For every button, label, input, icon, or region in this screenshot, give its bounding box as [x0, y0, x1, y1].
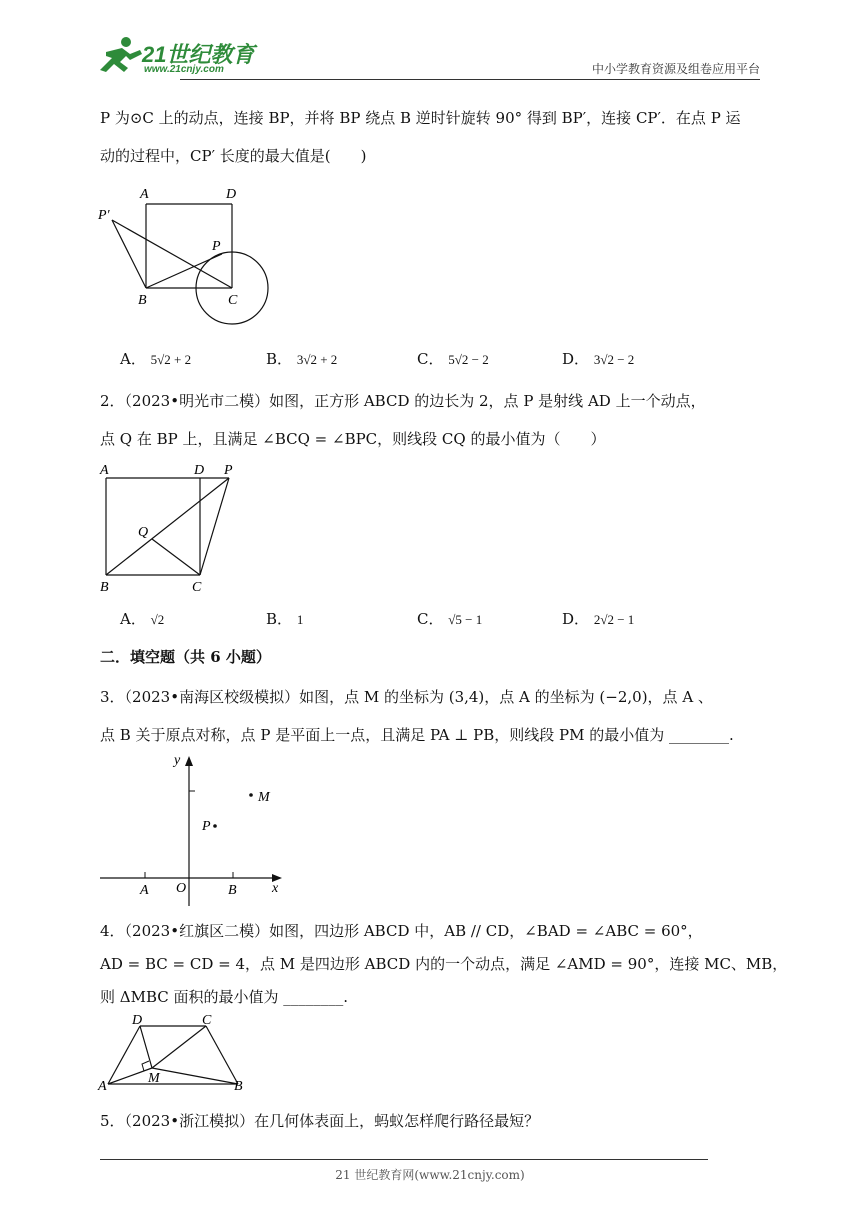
- q2-label-d: D: [194, 463, 205, 478]
- logo-url-text: www.21cnjy.com: [144, 64, 224, 75]
- choice-label: C．: [417, 350, 444, 368]
- q2-choice-a[interactable]: [120, 608, 164, 629]
- runner-logo-icon: [96, 36, 146, 76]
- q4-label-c: C: [202, 1013, 212, 1028]
- q2-label-b: B: [100, 580, 109, 595]
- q2-line-1: 2．（2023•明光市二模）如图，正方形 ABCD 的边长为 2，点 P 是射线 AD 上一个动点，: [100, 392, 706, 410]
- q2-line-2: 点 Q 在 BP 上，且满足 ∠BCQ = ∠BPC，则线段 CQ 的最小值为（ ）: [100, 430, 606, 448]
- q4-figure: [96, 1012, 256, 1092]
- q4-segment-dm: [140, 1026, 152, 1068]
- choice-value: 5√2 + 2: [150, 352, 192, 367]
- q1-line-2: 动的过程中，CP′ 长度的最大值是( ): [100, 147, 367, 165]
- q4-label-a: A: [98, 1079, 107, 1092]
- q2-choice-d[interactable]: [562, 608, 634, 629]
- choice-value: 3√2 + 2: [296, 352, 338, 367]
- q3-line-2: 点 B 关于原点对称，点 P 是平面上一点，且满足 PA ⊥ PB，则线段 PM 的最小值为 ________.: [100, 726, 734, 744]
- q2-segment-pc: [200, 478, 229, 575]
- platform-name: 中小学教育资源及组卷应用平台: [591, 62, 760, 76]
- q4-label-m: M: [148, 1071, 160, 1086]
- q1-choice-b[interactable]: [266, 348, 337, 369]
- q3-point-p: [213, 824, 217, 828]
- q3-label-b: B: [228, 883, 237, 898]
- q4-line-2: AD = BC = CD = 4，点 M 是四边形 ABCD 内的一个动点，满足 ∠AMD = 90°，连接 MC、MB，: [100, 955, 788, 973]
- q2-choice-b[interactable]: [266, 608, 303, 629]
- q3-line-1: 3．（2023•南海区校级模拟）如图，点 M 的坐标为 (3,4)，点 A 的坐标为 (−2,0)，点 A 、: [100, 688, 713, 706]
- footer-text: 21 世纪教育网(www.21cnjy.com): [335, 1168, 525, 1182]
- logo: [96, 36, 266, 78]
- choice-value: 3√2 − 2: [593, 352, 635, 367]
- logo-main-text: 21世纪教育: [142, 42, 255, 67]
- choice-label: B．: [266, 350, 293, 368]
- q3-y-arrow-icon: [185, 756, 193, 766]
- q1-label-c: C: [228, 293, 238, 308]
- choice-label: C．: [417, 610, 444, 628]
- q2-figure: [96, 458, 256, 598]
- q3-label-y: y: [174, 753, 181, 768]
- section-fill-blank-title: 二．填空题（共 6 小题）: [100, 648, 271, 666]
- q2-label-p: P: [224, 463, 233, 478]
- q4-segment-am: [108, 1068, 152, 1084]
- choice-value: √2: [150, 612, 165, 627]
- choice-value: 2√2 − 1: [593, 612, 635, 627]
- choice-value: √5 − 1: [448, 612, 483, 627]
- q3-label-a: A: [140, 883, 149, 898]
- q3-label-p: P: [202, 819, 211, 834]
- q3-point-m: [249, 793, 253, 797]
- q2-segment-bp: [106, 478, 229, 575]
- footer-rule: [100, 1159, 708, 1160]
- q2-segment-cq: [152, 539, 200, 575]
- q1-label-p: P: [212, 239, 221, 254]
- q1-label-p1: P′: [98, 208, 110, 223]
- q1-label-a: A: [140, 187, 149, 202]
- q1-figure: [92, 182, 282, 332]
- q3-label-m: M: [258, 790, 270, 805]
- q1-choice-a[interactable]: [120, 348, 191, 369]
- header-rule: [180, 79, 760, 80]
- q1-segment-bp: [146, 254, 222, 288]
- q4-line-1: 4．（2023•红旗区二模）如图，四边形 ABCD 中，AB // CD，∠BAD = ∠ABC = 60°，: [100, 922, 703, 940]
- q4-segment-mb: [152, 1068, 238, 1084]
- q1-segment-p1c: [112, 220, 232, 288]
- q2-label-c: C: [192, 580, 202, 595]
- choice-label: D．: [562, 350, 590, 368]
- choice-label: A．: [120, 350, 146, 368]
- q4-label-b: B: [234, 1079, 243, 1092]
- q3-label-o: O: [176, 881, 187, 896]
- q4-side-ad: [108, 1026, 140, 1084]
- q3-figure: [96, 748, 296, 908]
- choice-label: D．: [562, 610, 590, 628]
- choice-label: A．: [120, 610, 146, 628]
- q1-label-b: B: [138, 293, 147, 308]
- q4-line-3: 则 ΔMBC 面积的最小值为 ________.: [100, 988, 349, 1006]
- q5-line-1: 5．（2023•浙江模拟）在几何体表面上，蚂蚁怎样爬行路径最短？: [100, 1112, 540, 1130]
- q1-label-d: D: [226, 187, 237, 202]
- q4-segment-mc: [152, 1026, 206, 1068]
- choice-label: B．: [266, 610, 293, 628]
- q2-label-q: Q: [138, 525, 149, 540]
- q2-choice-c[interactable]: [417, 608, 482, 629]
- q1-line-1: P 为⊙C 上的动点，连接 BP，并将 BP 绕点 B 逆时针旋转 90° 得到 BP′，连接 CP′．在点 P 运: [100, 109, 741, 127]
- q4-label-d: D: [132, 1013, 143, 1028]
- choice-value: 5√2 − 2: [448, 352, 489, 367]
- choice-value: 1: [296, 612, 304, 627]
- q3-label-x: x: [272, 881, 279, 896]
- q2-label-a: A: [100, 463, 109, 478]
- q1-choice-d[interactable]: [562, 348, 634, 369]
- q4-side-bc: [206, 1026, 238, 1084]
- q1-choice-c[interactable]: [417, 348, 489, 369]
